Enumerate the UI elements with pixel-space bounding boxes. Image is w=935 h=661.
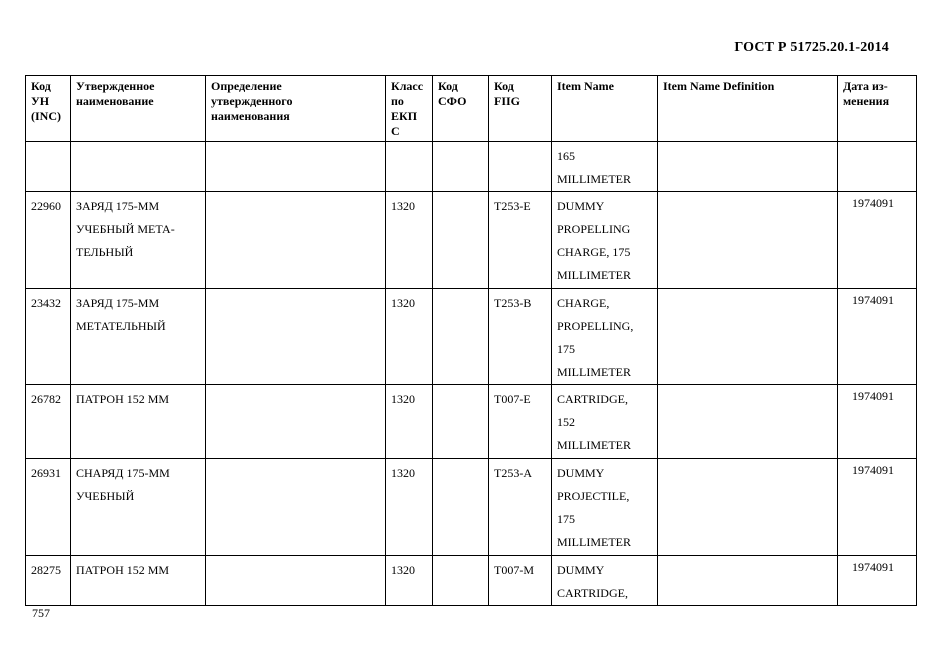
cell-line: MILLIMETER [557, 268, 631, 282]
cell-line: CHARGE, [557, 296, 610, 310]
cell-class: 1320 [386, 289, 433, 385]
table-row [26, 289, 917, 385]
cell-class: 1320 [386, 192, 433, 289]
cell-item-name-definition [658, 459, 838, 556]
cell-line: ПАТРОН 152 ММ [76, 563, 170, 577]
header-name-definition [206, 76, 386, 142]
cell-line: DUMMY [557, 563, 605, 577]
cell-approved-name [71, 192, 206, 289]
cell-line: УЧЕБНЫЙ [76, 489, 135, 503]
cell-inc: 23432 [26, 289, 71, 385]
cell-sfo-code [433, 192, 489, 289]
cell-line: ЗАРЯД 175-ММ [76, 296, 160, 310]
header-label-line: Утвержденное [76, 79, 155, 93]
cell-item-name [552, 192, 658, 289]
table-row [26, 192, 917, 289]
cell-change-date: 1974091 [838, 556, 917, 606]
cell-line: DUMMY [557, 466, 605, 480]
header-label-line: менения [843, 94, 890, 108]
cell-line: 175 [557, 342, 575, 356]
header-label-line: Код [438, 79, 458, 93]
cell-approved-name [71, 142, 206, 192]
cell-item-name-definition [658, 142, 838, 192]
header-label-line: ЕКП [391, 109, 418, 123]
header-label-line: Код [494, 79, 514, 93]
cell-sfo-code [433, 289, 489, 385]
cell-name-definition [206, 289, 386, 385]
cell-inc: 22960 [26, 192, 71, 289]
cell-inc: 26931 [26, 459, 71, 556]
cell-fiig-code: T007-E [489, 385, 552, 459]
cell-change-date: 1974091 [838, 289, 917, 385]
cell-sfo-code [433, 556, 489, 606]
cell-fiig-code: T253-E [489, 192, 552, 289]
cell-change-date [838, 142, 917, 192]
cell-fiig-code: T253-A [489, 459, 552, 556]
header-class [386, 76, 433, 142]
cell-item-name [552, 289, 658, 385]
cell-inc: 28275 [26, 556, 71, 606]
cell-line: СНАРЯД 175-ММ [76, 466, 170, 480]
cell-fiig-code: T253-B [489, 289, 552, 385]
header-item-name-definition [658, 76, 838, 142]
header-label-line: С [391, 124, 400, 138]
header-fiig-code [489, 76, 552, 142]
header-label-line: Item Name Definition [663, 79, 775, 93]
cell-line: 165 [557, 149, 575, 163]
header-sfo-code [433, 76, 489, 142]
header-change-date [838, 76, 917, 142]
table-header-row [26, 76, 917, 142]
header-label-line: УН [31, 94, 50, 108]
cell-name-definition [206, 459, 386, 556]
cell-line: ТЕЛЬНЫЙ [76, 245, 134, 259]
page-number: 757 [32, 606, 50, 620]
header-label-line: Класс [391, 79, 424, 93]
header-label-line: утвержденного [211, 94, 293, 108]
cell-item-name-definition [658, 556, 838, 606]
cell-line: CARTRIDGE, [557, 392, 628, 406]
header-label-line: FIIG [494, 94, 521, 108]
cell-item-name [552, 142, 658, 192]
header-label-line: Код [31, 79, 51, 93]
table-row [26, 385, 917, 459]
cell-item-name [552, 459, 658, 556]
cell-line: 152 [557, 415, 575, 429]
cell-class: 1320 [386, 385, 433, 459]
header-approved-name [71, 76, 206, 142]
header-label-line: Дата из- [843, 79, 888, 93]
cell-line: ЗАРЯД 175-ММ [76, 199, 160, 213]
table-body [26, 142, 917, 606]
cell-line: PROJECTILE, [557, 489, 630, 503]
header-label-line: СФО [438, 94, 467, 108]
cell-fiig-code [489, 142, 552, 192]
header-label-line: наименования [211, 109, 290, 123]
cell-line: MILLIMETER [557, 172, 631, 186]
cell-line: УЧЕБНЫЙ МЕТА- [76, 222, 175, 236]
cell-line: MILLIMETER [557, 535, 631, 549]
cell-item-name-definition [658, 192, 838, 289]
cell-class: 1320 [386, 556, 433, 606]
cell-name-definition [206, 192, 386, 289]
cell-line: DUMMY [557, 199, 605, 213]
cell-name-definition [206, 142, 386, 192]
cell-approved-name [71, 556, 206, 606]
cell-line: ПАТРОН 152 ММ [76, 392, 170, 406]
cell-change-date: 1974091 [838, 385, 917, 459]
cell-item-name [552, 556, 658, 606]
cell-line: CHARGE, 175 [557, 245, 631, 259]
cell-approved-name [71, 289, 206, 385]
cell-item-name [552, 385, 658, 459]
table-row [26, 556, 917, 606]
cell-class: 1320 [386, 459, 433, 556]
cell-approved-name [71, 385, 206, 459]
header-label-line: Item Name [557, 79, 614, 93]
cell-sfo-code [433, 385, 489, 459]
cell-class [386, 142, 433, 192]
cell-change-date: 1974091 [838, 192, 917, 289]
cell-name-definition [206, 385, 386, 459]
cell-change-date: 1974091 [838, 459, 917, 556]
cell-line: 175 [557, 512, 575, 526]
cell-sfo-code [433, 459, 489, 556]
classification-table [25, 75, 917, 606]
header-inc [26, 76, 71, 142]
cell-line: MILLIMETER [557, 438, 631, 452]
header-label-line: наименование [76, 94, 154, 108]
header-label-line: Определение [211, 79, 282, 93]
table-row [26, 142, 917, 192]
cell-item-name-definition [658, 289, 838, 385]
cell-line: MILLIMETER [557, 365, 631, 379]
cell-line: МЕТАТЕЛЬНЫЙ [76, 319, 166, 333]
cell-fiig-code: T007-M [489, 556, 552, 606]
cell-inc [26, 142, 71, 192]
header-label-line: по [391, 94, 404, 108]
table-row [26, 459, 917, 556]
header-label-line: (INC) [31, 109, 61, 123]
cell-name-definition [206, 556, 386, 606]
cell-approved-name [71, 459, 206, 556]
cell-line: PROPELLING [557, 222, 631, 236]
header-item-name [552, 76, 658, 142]
cell-item-name-definition [658, 385, 838, 459]
cell-inc: 26782 [26, 385, 71, 459]
cell-line: PROPELLING, [557, 319, 634, 333]
cell-line: CARTRIDGE, [557, 586, 628, 600]
cell-sfo-code [433, 142, 489, 192]
document-standard-header: ГОСТ Р 51725.20.1-2014 [734, 40, 889, 55]
